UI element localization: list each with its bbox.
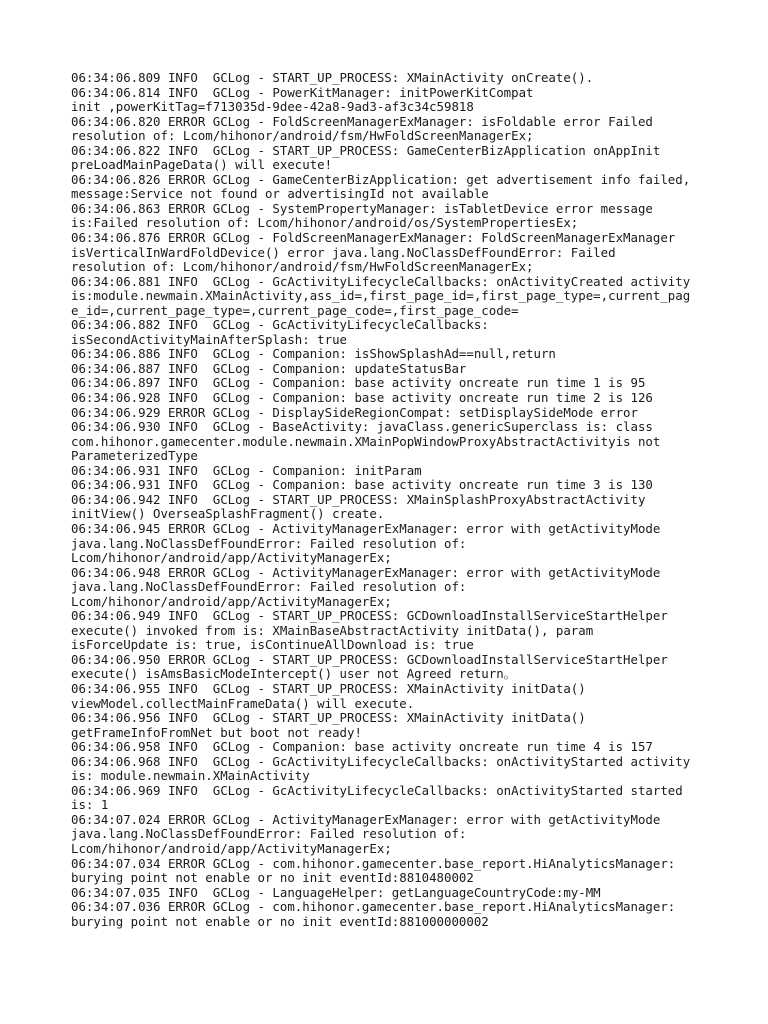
log-line: 06:34:06.955 INFO GCLog - START_UP_PROCESS: XMainActivity initData() xyxy=(71,680,586,696)
log-line: is: 1 xyxy=(71,797,109,813)
log-line: Lcom/hihonor/android/app/ActivityManagerEx; xyxy=(71,593,392,609)
log-line: 06:34:06.931 INFO GCLog - Companion: initParam xyxy=(71,462,422,478)
log-line: message:Service not found or advertisingId not available xyxy=(71,186,489,202)
log-line: 06:34:06.881 INFO GCLog - GcActivityLifecycleCallbacks: onActivityCreated activity xyxy=(71,273,691,289)
log-line: 06:34:06.949 INFO GCLog - START_UP_PROCESS: GCDownloadInstallServiceStartHelper xyxy=(71,608,668,624)
log-line: 06:34:06.887 INFO GCLog - Companion: updateStatusBar xyxy=(71,360,467,376)
log-line: 06:34:06.882 INFO GCLog - GcActivityLifecycleCallbacks: xyxy=(71,317,489,333)
log-line: ParameterizedType xyxy=(71,448,198,464)
log-line: com.hihonor.gamecenter.module.newmain.XMainPopWindowProxyAbstractActivityis not xyxy=(71,433,661,449)
log-line: 06:34:07.036 ERROR GCLog - com.hihonor.gamecenter.base_report.HiAnalyticsManager: xyxy=(71,899,676,915)
log-line: isSecondActivityMainAfterSplash: true xyxy=(71,331,348,347)
log-line: is:module.newmain.XMainActivity,ass_id=,first_page_id=,first_page_type=,current_pag xyxy=(71,288,691,304)
log-line: initView() OverseaSplashFragment() create. xyxy=(71,506,385,522)
log-line: init ,powerKitTag=f713035d-9dee-42a8-9ad3-af3c34c59818 xyxy=(71,99,474,115)
log-line: 06:34:06.945 ERROR GCLog - ActivityManagerExManager: error with getActivityMode xyxy=(71,520,661,536)
log-line: 06:34:06.886 INFO GCLog - Companion: isShowSplashAd==null,return xyxy=(71,346,556,362)
log-line: 06:34:06.958 INFO GCLog - Companion: base activity oncreate run time 4 is 157 xyxy=(71,739,653,755)
log-line: 06:34:06.942 INFO GCLog - START_UP_PROCESS: XMainSplashProxyAbstractActivity xyxy=(71,491,646,507)
log-line: 06:34:06.929 ERROR GCLog - DisplaySideRegionCompat: setDisplaySideMode error xyxy=(71,404,638,420)
log-line: resolution of: Lcom/hihonor/android/fsm/HwFoldScreenManagerEx; xyxy=(71,259,534,275)
log-line: 06:34:07.034 ERROR GCLog - com.hihonor.gamecenter.base_report.HiAnalyticsManager: xyxy=(71,855,676,871)
log-line: execute() invoked from is: XMainBaseAbstractActivity initData(), param xyxy=(71,622,594,638)
log-line: 06:34:06.950 ERROR GCLog - START_UP_PROCESS: GCDownloadInstallServiceStartHelper xyxy=(71,651,668,667)
log-line: isVerticalInWardFoldDevice() error java.lang.NoClassDefFoundError: Failed xyxy=(71,244,616,260)
log-line: Lcom/hihonor/android/app/ActivityManagerEx; xyxy=(71,550,392,566)
log-line: 06:34:06.822 INFO GCLog - START_UP_PROCESS: GameCenterBizApplication onAppInit xyxy=(71,142,661,158)
log-line: 06:34:06.814 INFO GCLog - PowerKitManager: initPowerKitCompat xyxy=(71,84,534,100)
log-line: 06:34:07.024 ERROR GCLog - ActivityManagerExManager: error with getActivityMode xyxy=(71,811,661,827)
log-text-block xyxy=(71,71,711,929)
log-line: burying point not enable or no init eventId:881000000002 xyxy=(71,913,489,929)
log-line: is: module.newmain.XMainActivity xyxy=(71,768,310,784)
log-line: isForceUpdate is: true, isContinueAllDownload is: true xyxy=(71,637,474,653)
log-line: 06:34:06.897 INFO GCLog - Companion: base activity oncreate run time 1 is 95 xyxy=(71,375,646,391)
log-line: viewModel.collectMainFrameData() will execute. xyxy=(71,695,415,711)
log-line: java.lang.NoClassDefFoundError: Failed resolution of: xyxy=(71,826,467,842)
log-line: Lcom/hihonor/android/app/ActivityManagerEx; xyxy=(71,840,392,856)
log-line: 06:34:06.809 INFO GCLog - START_UP_PROCESS: XMainActivity onCreate(). xyxy=(71,70,594,85)
log-line: is:Failed resolution of: Lcom/hihonor/android/os/SystemPropertiesEx; xyxy=(71,215,579,231)
log-line: 06:34:06.930 INFO GCLog - BaseActivity: javaClass.genericSuperclass is: class xyxy=(71,419,653,435)
log-line: 06:34:06.876 ERROR GCLog - FoldScreenManagerExManager: FoldScreenManagerExManager xyxy=(71,230,676,246)
log-line: 06:34:06.969 INFO GCLog - GcActivityLifecycleCallbacks: onActivityStarted started xyxy=(71,782,683,798)
log-line: 06:34:06.956 INFO GCLog - START_UP_PROCESS: XMainActivity initData() xyxy=(71,710,586,726)
log-line: getFrameInfoFromNet but boot not ready! xyxy=(71,724,362,740)
log-line: java.lang.NoClassDefFoundError: Failed resolution of: xyxy=(71,579,467,595)
log-line: 06:34:06.928 INFO GCLog - Companion: base activity oncreate run time 2 is 126 xyxy=(71,390,653,406)
log-line: preLoadMainPageData() will execute! xyxy=(71,157,333,173)
log-line: 06:34:06.968 INFO GCLog - GcActivityLifecycleCallbacks: onActivityStarted activity xyxy=(71,753,691,769)
log-line: resolution of: Lcom/hihonor/android/fsm/HwFoldScreenManagerEx; xyxy=(71,128,534,144)
log-line: e_id=,current_page_type=,current_page_code=,first_page_code= xyxy=(71,302,519,318)
log-line: 06:34:07.035 INFO GCLog - LanguageHelper: getLanguageCountryCode:my-MM xyxy=(71,884,601,900)
log-line: 06:34:06.948 ERROR GCLog - ActivityManagerExManager: error with getActivityMode xyxy=(71,564,661,580)
log-line: execute() isAmsBasicModeIntercept() user not Agreed return。 xyxy=(71,666,517,682)
log-line: 06:34:06.826 ERROR GCLog - GameCenterBizApplication: get advertisement info failed, xyxy=(71,171,691,187)
log-line: java.lang.NoClassDefFoundError: Failed resolution of: xyxy=(71,535,467,551)
log-line: 06:34:06.820 ERROR GCLog - FoldScreenManagerExManager: isFoldable error Failed xyxy=(71,113,653,129)
log-line: burying point not enable or no init eventId:8810480002 xyxy=(71,870,474,886)
log-line: 06:34:06.931 INFO GCLog - Companion: base activity oncreate run time 3 is 130 xyxy=(71,477,653,493)
log-line: 06:34:06.863 ERROR GCLog - SystemPropertyManager: isTabletDevice error message xyxy=(71,200,653,216)
